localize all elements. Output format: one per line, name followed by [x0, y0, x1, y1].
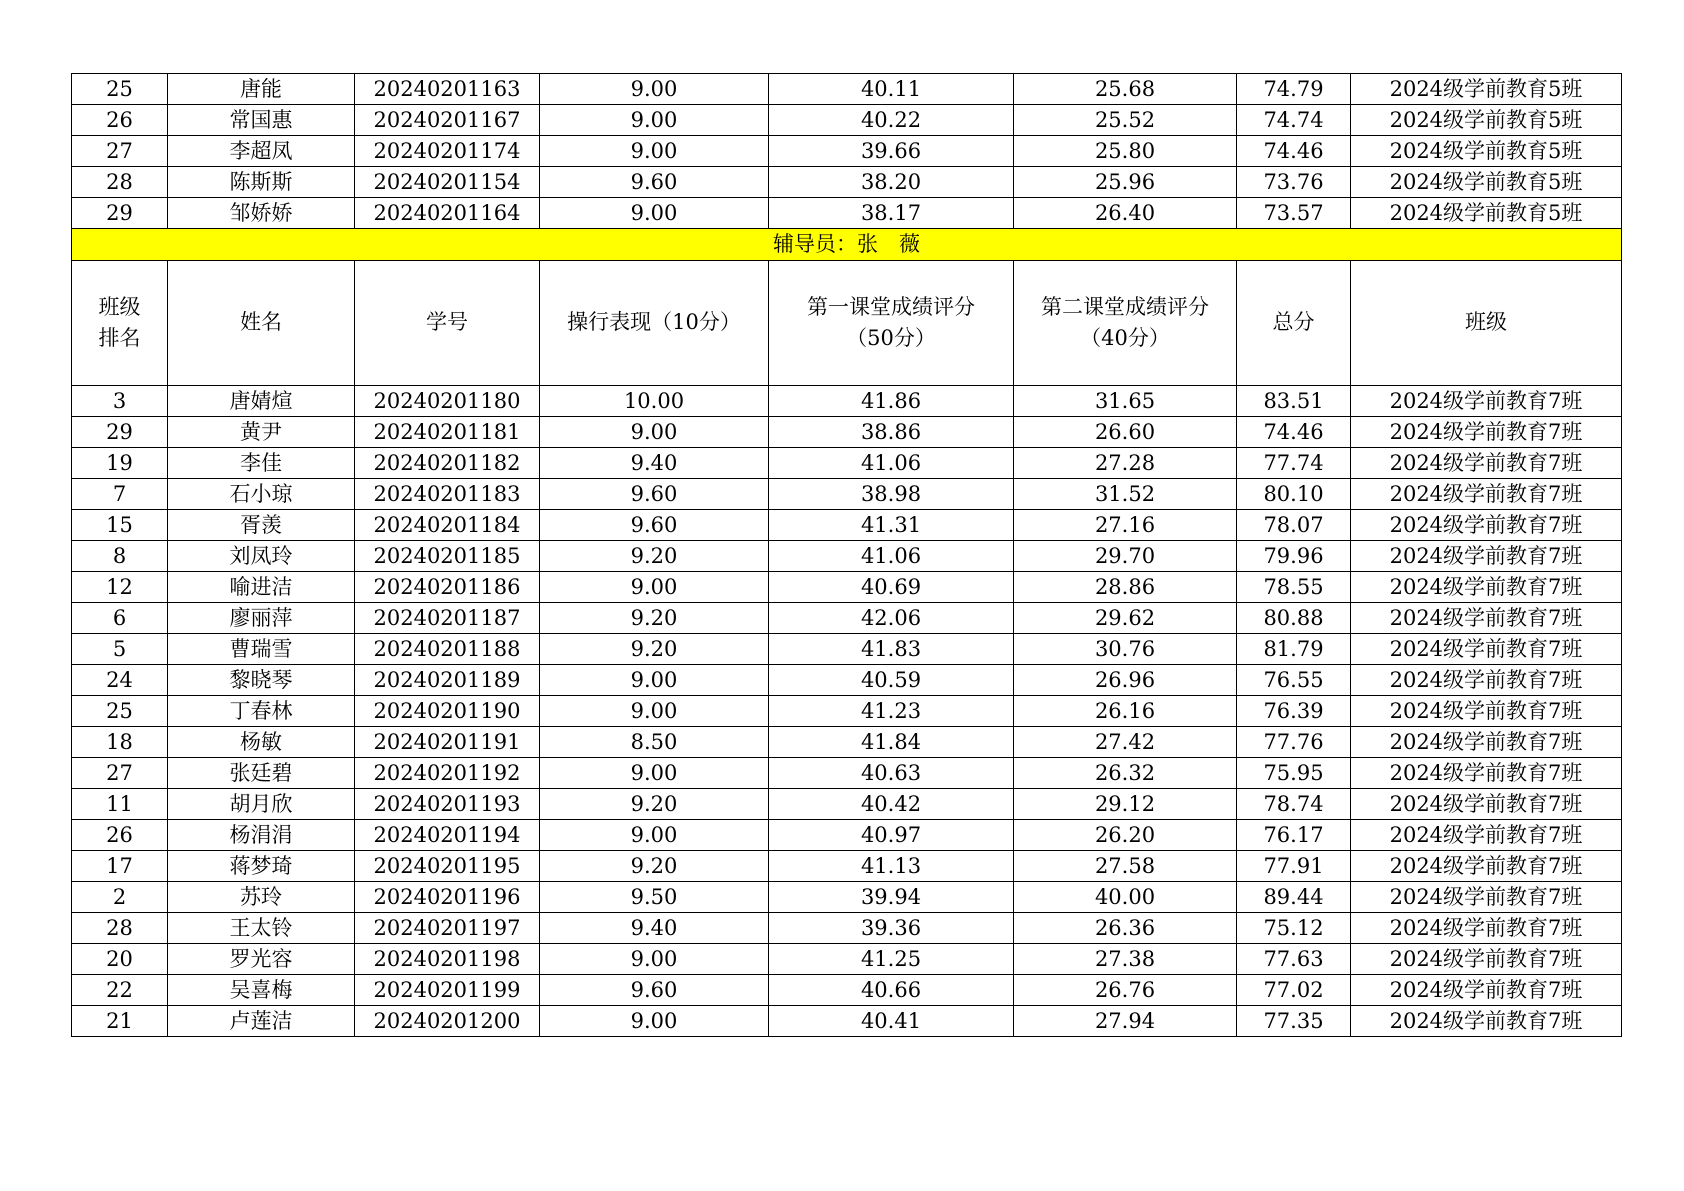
cell-rank: 12 — [72, 572, 168, 603]
cell-rank: 8 — [72, 541, 168, 572]
cell-conduct: 9.60 — [540, 510, 769, 541]
cell-second-classroom: 25.52 — [1014, 105, 1237, 136]
cell-class: 2024级学前教育7班 — [1351, 479, 1622, 510]
cell-name: 唐婧煊 — [168, 386, 355, 417]
cell-conduct: 9.20 — [540, 603, 769, 634]
cell-rank: 27 — [72, 758, 168, 789]
cell-class: 2024级学前教育7班 — [1351, 510, 1622, 541]
cell-student-id: 20240201174 — [355, 136, 540, 167]
cell-name: 李超凤 — [168, 136, 355, 167]
cell-name: 黄尹 — [168, 417, 355, 448]
cell-class: 2024级学前教育5班 — [1351, 74, 1622, 105]
cell-class: 2024级学前教育7班 — [1351, 665, 1622, 696]
cell-first-classroom: 40.22 — [769, 105, 1014, 136]
cell-second-classroom: 26.40 — [1014, 198, 1237, 229]
cell-second-classroom: 31.52 — [1014, 479, 1237, 510]
cell-name: 丁春林 — [168, 696, 355, 727]
header-rank-line2: 排名 — [98, 326, 141, 350]
cell-conduct: 9.00 — [540, 74, 769, 105]
cell-total: 81.79 — [1237, 634, 1351, 665]
cell-name: 曹瑞雪 — [168, 634, 355, 665]
cell-rank: 3 — [72, 386, 168, 417]
cell-name: 陈斯斯 — [168, 167, 355, 198]
cell-name: 喻进洁 — [168, 572, 355, 603]
cell-conduct: 10.00 — [540, 386, 769, 417]
cell-total: 73.76 — [1237, 167, 1351, 198]
cell-class: 2024级学前教育7班 — [1351, 944, 1622, 975]
cell-student-id: 20240201184 — [355, 510, 540, 541]
cell-conduct: 9.60 — [540, 167, 769, 198]
cell-first-classroom: 41.23 — [769, 696, 1014, 727]
cell-conduct: 9.20 — [540, 789, 769, 820]
cell-name: 邹娇娇 — [168, 198, 355, 229]
cell-class: 2024级学前教育7班 — [1351, 727, 1622, 758]
cell-class: 2024级学前教育5班 — [1351, 198, 1622, 229]
cell-name: 杨涓涓 — [168, 820, 355, 851]
table-row — [72, 882, 1622, 913]
cell-first-classroom: 40.11 — [769, 74, 1014, 105]
cell-second-classroom: 40.00 — [1014, 882, 1237, 913]
cell-class: 2024级学前教育7班 — [1351, 882, 1622, 913]
table-row — [72, 448, 1622, 479]
counselor-row — [72, 229, 1622, 261]
cell-second-classroom: 25.68 — [1014, 74, 1237, 105]
table-row — [72, 727, 1622, 758]
cell-name: 蒋梦琦 — [168, 851, 355, 882]
class-7-rows — [72, 386, 1622, 1037]
cell-student-id: 20240201154 — [355, 167, 540, 198]
cell-total: 78.55 — [1237, 572, 1351, 603]
score-table — [71, 73, 1622, 1037]
cell-student-id: 20240201182 — [355, 448, 540, 479]
cell-rank: 2 — [72, 882, 168, 913]
cell-student-id: 20240201199 — [355, 975, 540, 1006]
cell-first-classroom: 40.69 — [769, 572, 1014, 603]
cell-name: 廖丽萍 — [168, 603, 355, 634]
cell-class: 2024级学前教育5班 — [1351, 105, 1622, 136]
cell-total: 80.10 — [1237, 479, 1351, 510]
cell-total: 75.12 — [1237, 913, 1351, 944]
cell-total: 74.46 — [1237, 417, 1351, 448]
cell-student-id: 20240201163 — [355, 74, 540, 105]
cell-rank: 26 — [72, 105, 168, 136]
cell-total: 76.55 — [1237, 665, 1351, 696]
header-first-line2: （50分） — [846, 326, 936, 350]
cell-name: 杨敏 — [168, 727, 355, 758]
cell-total: 77.91 — [1237, 851, 1351, 882]
cell-first-classroom: 41.06 — [769, 541, 1014, 572]
table-row — [72, 665, 1622, 696]
table-row — [72, 74, 1622, 105]
cell-rank: 29 — [72, 417, 168, 448]
table-row — [72, 696, 1622, 727]
cell-second-classroom: 25.80 — [1014, 136, 1237, 167]
cell-name: 刘凤玲 — [168, 541, 355, 572]
cell-class: 2024级学前教育7班 — [1351, 603, 1622, 634]
table-row — [72, 105, 1622, 136]
header-first-classroom — [769, 261, 1014, 386]
cell-total: 75.95 — [1237, 758, 1351, 789]
cell-conduct: 9.00 — [540, 696, 769, 727]
cell-second-classroom: 26.76 — [1014, 975, 1237, 1006]
cell-total: 77.02 — [1237, 975, 1351, 1006]
cell-first-classroom: 40.97 — [769, 820, 1014, 851]
cell-second-classroom: 27.38 — [1014, 944, 1237, 975]
cell-conduct: 9.20 — [540, 851, 769, 882]
cell-conduct: 9.40 — [540, 448, 769, 479]
table-row — [72, 1006, 1622, 1037]
cell-student-id: 20240201167 — [355, 105, 540, 136]
cell-rank: 20 — [72, 944, 168, 975]
cell-rank: 25 — [72, 74, 168, 105]
cell-student-id: 20240201187 — [355, 603, 540, 634]
cell-class: 2024级学前教育5班 — [1351, 167, 1622, 198]
cell-total: 77.76 — [1237, 727, 1351, 758]
cell-first-classroom: 41.84 — [769, 727, 1014, 758]
cell-rank: 21 — [72, 1006, 168, 1037]
cell-first-classroom: 41.31 — [769, 510, 1014, 541]
cell-class: 2024级学前教育5班 — [1351, 136, 1622, 167]
cell-class: 2024级学前教育7班 — [1351, 417, 1622, 448]
cell-conduct: 9.20 — [540, 634, 769, 665]
table-header-row — [72, 261, 1622, 386]
cell-conduct: 9.00 — [540, 136, 769, 167]
table-row — [72, 136, 1622, 167]
cell-conduct: 9.00 — [540, 198, 769, 229]
cell-total: 89.44 — [1237, 882, 1351, 913]
cell-student-id: 20240201198 — [355, 944, 540, 975]
cell-class: 2024级学前教育7班 — [1351, 789, 1622, 820]
cell-total: 80.88 — [1237, 603, 1351, 634]
cell-student-id: 20240201194 — [355, 820, 540, 851]
cell-second-classroom: 27.16 — [1014, 510, 1237, 541]
cell-student-id: 20240201196 — [355, 882, 540, 913]
cell-class: 2024级学前教育7班 — [1351, 758, 1622, 789]
cell-conduct: 9.00 — [540, 417, 769, 448]
cell-name: 唐能 — [168, 74, 355, 105]
cell-total: 78.07 — [1237, 510, 1351, 541]
cell-rank: 17 — [72, 851, 168, 882]
table-row — [72, 851, 1622, 882]
cell-student-id: 20240201191 — [355, 727, 540, 758]
cell-first-classroom: 40.41 — [769, 1006, 1014, 1037]
header-total: 总分 — [1237, 261, 1351, 386]
table-row — [72, 417, 1622, 448]
cell-second-classroom: 26.32 — [1014, 758, 1237, 789]
cell-name: 卢莲洁 — [168, 1006, 355, 1037]
table-row — [72, 198, 1622, 229]
cell-total: 77.63 — [1237, 944, 1351, 975]
cell-conduct: 9.00 — [540, 665, 769, 696]
cell-name: 罗光容 — [168, 944, 355, 975]
table-row — [72, 944, 1622, 975]
table-row — [72, 634, 1622, 665]
cell-second-classroom: 27.42 — [1014, 727, 1237, 758]
cell-second-classroom: 29.12 — [1014, 789, 1237, 820]
cell-rank: 7 — [72, 479, 168, 510]
cell-conduct: 9.00 — [540, 1006, 769, 1037]
table-row — [72, 510, 1622, 541]
cell-second-classroom: 26.20 — [1014, 820, 1237, 851]
cell-second-classroom: 27.58 — [1014, 851, 1237, 882]
cell-rank: 28 — [72, 913, 168, 944]
cell-student-id: 20240201192 — [355, 758, 540, 789]
cell-student-id: 20240201164 — [355, 198, 540, 229]
cell-name: 苏玲 — [168, 882, 355, 913]
table-row — [72, 167, 1622, 198]
cell-class: 2024级学前教育7班 — [1351, 820, 1622, 851]
table-row — [72, 820, 1622, 851]
cell-first-classroom: 41.86 — [769, 386, 1014, 417]
table-row — [72, 479, 1622, 510]
cell-second-classroom: 28.86 — [1014, 572, 1237, 603]
cell-rank: 26 — [72, 820, 168, 851]
cell-name: 胡月欣 — [168, 789, 355, 820]
cell-second-classroom: 27.28 — [1014, 448, 1237, 479]
cell-name: 张廷碧 — [168, 758, 355, 789]
table-row — [72, 789, 1622, 820]
cell-class: 2024级学前教育7班 — [1351, 541, 1622, 572]
cell-rank: 22 — [72, 975, 168, 1006]
header-second-line1: 第二课堂成绩评分 — [1041, 294, 1209, 319]
cell-name: 吴喜梅 — [168, 975, 355, 1006]
cell-conduct: 9.20 — [540, 541, 769, 572]
cell-class: 2024级学前教育7班 — [1351, 851, 1622, 882]
cell-first-classroom: 38.86 — [769, 417, 1014, 448]
cell-name: 李佳 — [168, 448, 355, 479]
table-row — [72, 572, 1622, 603]
cell-first-classroom: 41.06 — [769, 448, 1014, 479]
cell-student-id: 20240201186 — [355, 572, 540, 603]
header-second-line2: （40分） — [1080, 326, 1170, 350]
cell-rank: 28 — [72, 167, 168, 198]
cell-total: 78.74 — [1237, 789, 1351, 820]
cell-second-classroom: 30.76 — [1014, 634, 1237, 665]
cell-second-classroom: 26.60 — [1014, 417, 1237, 448]
cell-student-id: 20240201197 — [355, 913, 540, 944]
cell-conduct: 9.00 — [540, 572, 769, 603]
cell-first-classroom: 41.13 — [769, 851, 1014, 882]
cell-rank: 5 — [72, 634, 168, 665]
cell-student-id: 20240201189 — [355, 665, 540, 696]
cell-class: 2024级学前教育7班 — [1351, 1006, 1622, 1037]
cell-class: 2024级学前教育7班 — [1351, 634, 1622, 665]
cell-second-classroom: 26.96 — [1014, 665, 1237, 696]
cell-student-id: 20240201180 — [355, 386, 540, 417]
cell-first-classroom: 40.63 — [769, 758, 1014, 789]
cell-student-id: 20240201193 — [355, 789, 540, 820]
cell-total: 83.51 — [1237, 386, 1351, 417]
table-row — [72, 386, 1622, 417]
cell-class: 2024级学前教育7班 — [1351, 386, 1622, 417]
cell-first-classroom: 39.66 — [769, 136, 1014, 167]
cell-rank: 25 — [72, 696, 168, 727]
cell-student-id: 20240201181 — [355, 417, 540, 448]
cell-name: 胥羡 — [168, 510, 355, 541]
class-5-rows — [72, 74, 1622, 229]
header-first-line1: 第一课堂成绩评分 — [807, 294, 975, 319]
cell-rank: 24 — [72, 665, 168, 696]
cell-first-classroom: 41.83 — [769, 634, 1014, 665]
cell-conduct: 9.50 — [540, 882, 769, 913]
cell-rank: 15 — [72, 510, 168, 541]
cell-student-id: 20240201183 — [355, 479, 540, 510]
cell-name: 王太铃 — [168, 913, 355, 944]
counselor-label: 辅导员：张 薇 — [72, 229, 1622, 261]
cell-total: 74.74 — [1237, 105, 1351, 136]
cell-rank: 18 — [72, 727, 168, 758]
cell-first-classroom: 40.66 — [769, 975, 1014, 1006]
cell-name: 石小琼 — [168, 479, 355, 510]
cell-second-classroom: 25.96 — [1014, 167, 1237, 198]
cell-total: 76.17 — [1237, 820, 1351, 851]
cell-first-classroom: 38.98 — [769, 479, 1014, 510]
cell-conduct: 9.00 — [540, 758, 769, 789]
counselor-section — [72, 229, 1622, 386]
cell-second-classroom: 29.70 — [1014, 541, 1237, 572]
table-row — [72, 541, 1622, 572]
cell-class: 2024级学前教育7班 — [1351, 913, 1622, 944]
cell-total: 77.74 — [1237, 448, 1351, 479]
cell-conduct: 9.00 — [540, 105, 769, 136]
cell-conduct: 9.60 — [540, 479, 769, 510]
cell-conduct: 9.00 — [540, 820, 769, 851]
cell-first-classroom: 39.36 — [769, 913, 1014, 944]
cell-first-classroom: 40.59 — [769, 665, 1014, 696]
cell-student-id: 20240201190 — [355, 696, 540, 727]
cell-total: 74.46 — [1237, 136, 1351, 167]
cell-total: 79.96 — [1237, 541, 1351, 572]
cell-first-classroom: 41.25 — [769, 944, 1014, 975]
table-row — [72, 913, 1622, 944]
cell-name: 黎晓琴 — [168, 665, 355, 696]
header-conduct: 操行表现（10分） — [540, 261, 769, 386]
cell-total: 77.35 — [1237, 1006, 1351, 1037]
cell-first-classroom: 39.94 — [769, 882, 1014, 913]
header-class: 班级 — [1351, 261, 1622, 386]
cell-conduct: 9.60 — [540, 975, 769, 1006]
cell-class: 2024级学前教育7班 — [1351, 572, 1622, 603]
header-rank — [72, 261, 168, 386]
cell-conduct: 9.40 — [540, 913, 769, 944]
cell-student-id: 20240201195 — [355, 851, 540, 882]
header-rank-line1: 班级 — [98, 294, 141, 319]
cell-second-classroom: 29.62 — [1014, 603, 1237, 634]
cell-class: 2024级学前教育7班 — [1351, 696, 1622, 727]
header-second-classroom — [1014, 261, 1237, 386]
cell-class: 2024级学前教育7班 — [1351, 448, 1622, 479]
cell-total: 74.79 — [1237, 74, 1351, 105]
cell-conduct: 9.00 — [540, 944, 769, 975]
cell-conduct: 8.50 — [540, 727, 769, 758]
cell-student-id: 20240201188 — [355, 634, 540, 665]
cell-rank: 29 — [72, 198, 168, 229]
table-row — [72, 975, 1622, 1006]
cell-second-classroom: 26.16 — [1014, 696, 1237, 727]
cell-rank: 19 — [72, 448, 168, 479]
cell-rank: 6 — [72, 603, 168, 634]
header-student-id: 学号 — [355, 261, 540, 386]
cell-total: 76.39 — [1237, 696, 1351, 727]
header-name: 姓名 — [168, 261, 355, 386]
cell-second-classroom: 27.94 — [1014, 1006, 1237, 1037]
cell-second-classroom: 26.36 — [1014, 913, 1237, 944]
cell-first-classroom: 42.06 — [769, 603, 1014, 634]
cell-second-classroom: 31.65 — [1014, 386, 1237, 417]
cell-student-id: 20240201185 — [355, 541, 540, 572]
cell-name: 常国惠 — [168, 105, 355, 136]
cell-first-classroom: 38.17 — [769, 198, 1014, 229]
cell-rank: 11 — [72, 789, 168, 820]
cell-rank: 27 — [72, 136, 168, 167]
cell-first-classroom: 40.42 — [769, 789, 1014, 820]
table-row — [72, 758, 1622, 789]
cell-first-classroom: 38.20 — [769, 167, 1014, 198]
cell-class: 2024级学前教育7班 — [1351, 975, 1622, 1006]
cell-total: 73.57 — [1237, 198, 1351, 229]
cell-student-id: 20240201200 — [355, 1006, 540, 1037]
table-row — [72, 603, 1622, 634]
